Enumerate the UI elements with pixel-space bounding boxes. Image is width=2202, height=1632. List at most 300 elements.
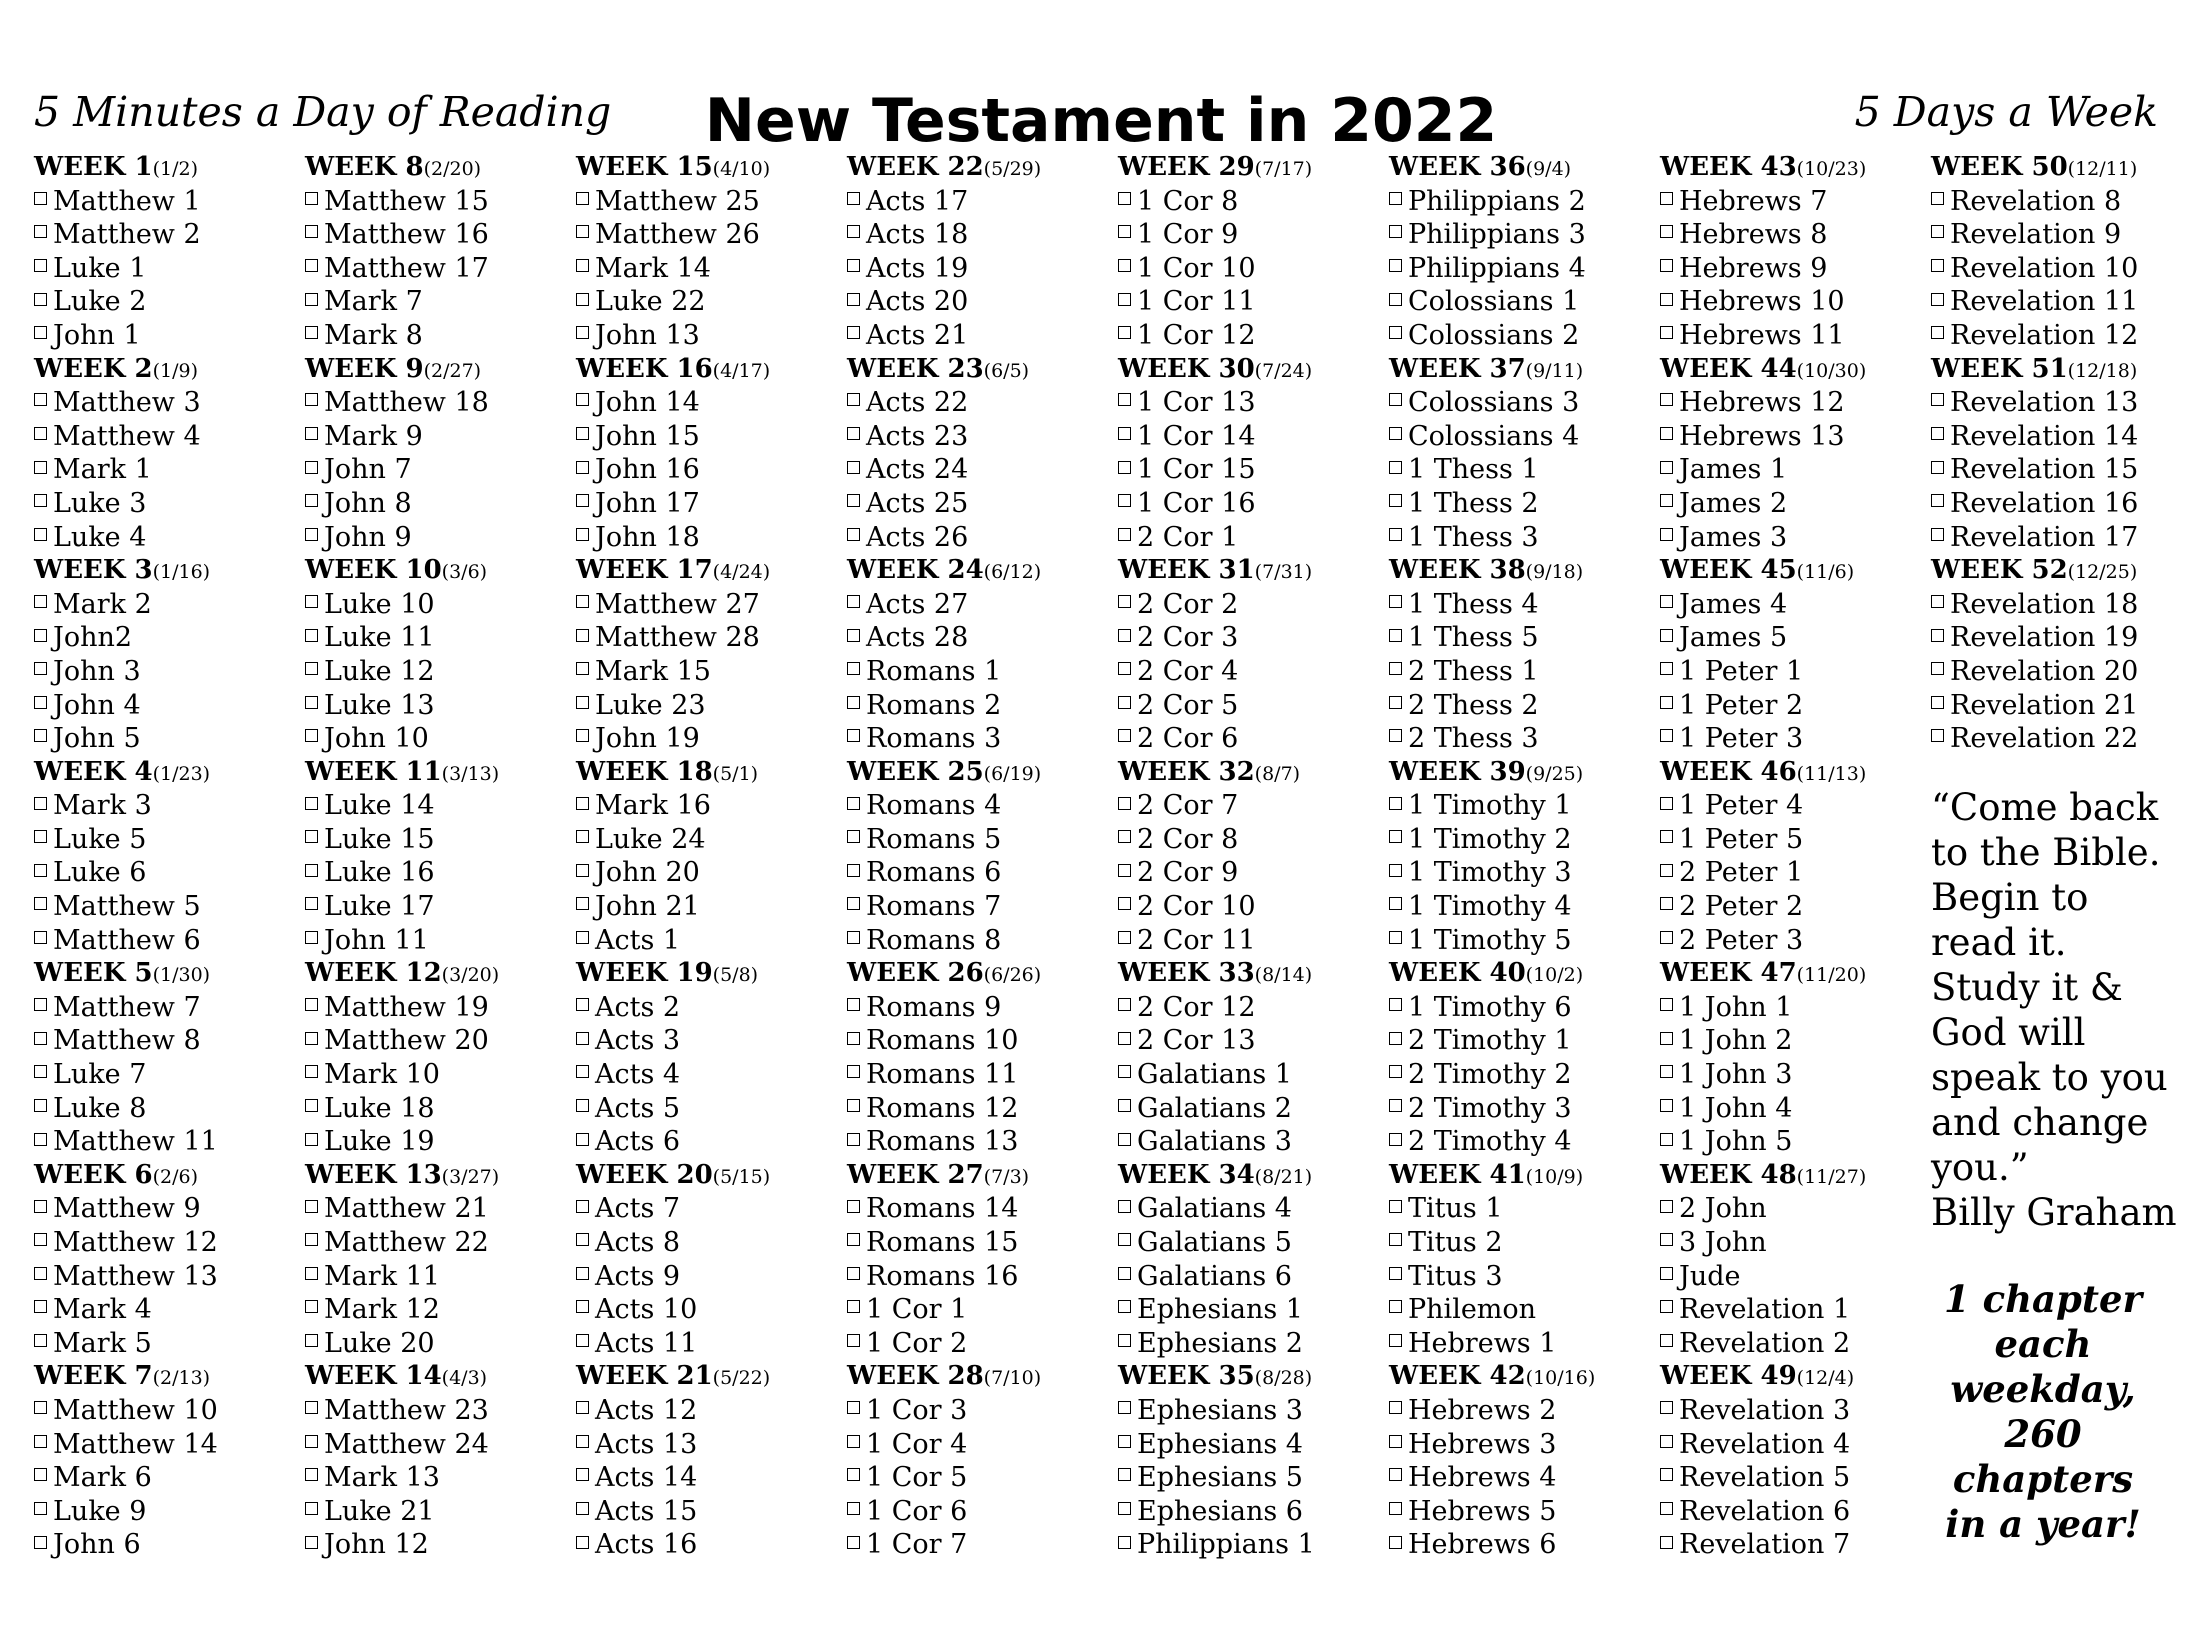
checkbox[interactable] bbox=[847, 225, 860, 238]
checkbox[interactable] bbox=[34, 1468, 47, 1481]
reading-item[interactable] bbox=[34, 856, 305, 890]
reading-item[interactable] bbox=[1660, 218, 1931, 252]
reading-item[interactable] bbox=[1118, 722, 1389, 756]
checkbox[interactable] bbox=[1660, 461, 1673, 474]
checkbox[interactable] bbox=[305, 1401, 318, 1414]
reading-item[interactable] bbox=[1660, 588, 1931, 622]
checkbox[interactable] bbox=[305, 494, 318, 507]
reading-item[interactable] bbox=[34, 521, 305, 555]
reading-item[interactable] bbox=[1118, 789, 1389, 823]
reading-item[interactable] bbox=[1118, 1058, 1389, 1092]
reading-item[interactable] bbox=[847, 487, 1118, 521]
checkbox[interactable] bbox=[576, 225, 589, 238]
reading-item[interactable] bbox=[1118, 521, 1389, 555]
checkbox[interactable] bbox=[34, 326, 47, 339]
reading-item[interactable] bbox=[576, 252, 847, 286]
checkbox[interactable] bbox=[34, 897, 47, 910]
checkbox[interactable] bbox=[34, 259, 47, 272]
checkbox[interactable] bbox=[34, 1401, 47, 1414]
reading-item[interactable] bbox=[1660, 856, 1931, 890]
checkbox[interactable] bbox=[305, 259, 318, 272]
reading-item[interactable] bbox=[1389, 1495, 1660, 1529]
reading-item[interactable] bbox=[305, 420, 576, 454]
checkbox[interactable] bbox=[1931, 528, 1944, 541]
checkbox[interactable] bbox=[34, 393, 47, 406]
checkbox[interactable] bbox=[34, 1065, 47, 1078]
reading-item[interactable] bbox=[1660, 1092, 1931, 1126]
reading-item[interactable] bbox=[847, 924, 1118, 958]
reading-item[interactable] bbox=[305, 689, 576, 723]
reading-item[interactable] bbox=[576, 521, 847, 555]
checkbox[interactable] bbox=[576, 1401, 589, 1414]
reading-item[interactable] bbox=[576, 1495, 847, 1529]
checkbox[interactable] bbox=[1118, 393, 1131, 406]
reading-item[interactable] bbox=[1389, 521, 1660, 555]
reading-item[interactable] bbox=[847, 588, 1118, 622]
reading-item[interactable] bbox=[1389, 856, 1660, 890]
reading-item[interactable] bbox=[1118, 890, 1389, 924]
checkbox[interactable] bbox=[1389, 1200, 1402, 1213]
checkbox[interactable] bbox=[1118, 1435, 1131, 1448]
reading-item[interactable] bbox=[34, 1058, 305, 1092]
reading-item[interactable] bbox=[34, 588, 305, 622]
checkbox[interactable] bbox=[847, 259, 860, 272]
reading-item[interactable] bbox=[1389, 1293, 1660, 1327]
reading-item[interactable] bbox=[1660, 621, 1931, 655]
reading-item[interactable] bbox=[305, 655, 576, 689]
reading-item[interactable] bbox=[1931, 655, 2202, 689]
checkbox[interactable] bbox=[576, 1099, 589, 1112]
reading-item[interactable] bbox=[1118, 252, 1389, 286]
reading-item[interactable] bbox=[576, 1528, 847, 1562]
checkbox[interactable] bbox=[1931, 662, 1944, 675]
reading-item[interactable] bbox=[1118, 185, 1389, 219]
checkbox[interactable] bbox=[1118, 1300, 1131, 1313]
reading-item[interactable] bbox=[1389, 1226, 1660, 1260]
checkbox[interactable] bbox=[305, 662, 318, 675]
reading-item[interactable] bbox=[34, 655, 305, 689]
checkbox[interactable] bbox=[847, 1200, 860, 1213]
reading-item[interactable] bbox=[305, 823, 576, 857]
reading-item[interactable] bbox=[1660, 1428, 1931, 1462]
checkbox[interactable] bbox=[34, 1267, 47, 1280]
reading-item[interactable] bbox=[305, 1461, 576, 1495]
checkbox[interactable] bbox=[1389, 864, 1402, 877]
checkbox[interactable] bbox=[847, 427, 860, 440]
reading-item[interactable] bbox=[1389, 1327, 1660, 1361]
reading-item[interactable] bbox=[576, 588, 847, 622]
reading-item[interactable] bbox=[847, 319, 1118, 353]
checkbox[interactable] bbox=[1660, 1099, 1673, 1112]
reading-item[interactable] bbox=[1118, 1528, 1389, 1562]
reading-item[interactable] bbox=[1389, 252, 1660, 286]
reading-item[interactable] bbox=[1931, 689, 2202, 723]
reading-item[interactable] bbox=[847, 453, 1118, 487]
checkbox[interactable] bbox=[34, 595, 47, 608]
checkbox[interactable] bbox=[305, 864, 318, 877]
checkbox[interactable] bbox=[847, 1300, 860, 1313]
checkbox[interactable] bbox=[1931, 494, 1944, 507]
reading-item[interactable] bbox=[576, 1092, 847, 1126]
reading-item[interactable] bbox=[34, 285, 305, 319]
reading-item[interactable] bbox=[847, 890, 1118, 924]
reading-item[interactable] bbox=[305, 1327, 576, 1361]
checkbox[interactable] bbox=[34, 528, 47, 541]
reading-item[interactable] bbox=[34, 991, 305, 1025]
reading-item[interactable] bbox=[1389, 789, 1660, 823]
reading-item[interactable] bbox=[34, 1260, 305, 1294]
checkbox[interactable] bbox=[34, 225, 47, 238]
reading-item[interactable] bbox=[1660, 1327, 1931, 1361]
reading-item[interactable] bbox=[576, 487, 847, 521]
checkbox[interactable] bbox=[576, 192, 589, 205]
checkbox[interactable] bbox=[34, 494, 47, 507]
reading-item[interactable] bbox=[576, 991, 847, 1025]
checkbox[interactable] bbox=[1660, 427, 1673, 440]
checkbox[interactable] bbox=[1389, 1536, 1402, 1549]
checkbox[interactable] bbox=[576, 1300, 589, 1313]
checkbox[interactable] bbox=[576, 1536, 589, 1549]
checkbox[interactable] bbox=[1660, 629, 1673, 642]
checkbox[interactable] bbox=[1389, 797, 1402, 810]
reading-item[interactable] bbox=[576, 218, 847, 252]
checkbox[interactable] bbox=[1118, 629, 1131, 642]
reading-item[interactable] bbox=[1660, 1125, 1931, 1159]
reading-item[interactable] bbox=[1931, 420, 2202, 454]
checkbox[interactable] bbox=[34, 1233, 47, 1246]
checkbox[interactable] bbox=[847, 931, 860, 944]
checkbox[interactable] bbox=[576, 629, 589, 642]
checkbox[interactable] bbox=[847, 1536, 860, 1549]
checkbox[interactable] bbox=[1118, 259, 1131, 272]
checkbox[interactable] bbox=[1118, 528, 1131, 541]
checkbox[interactable] bbox=[34, 662, 47, 675]
checkbox[interactable] bbox=[34, 864, 47, 877]
checkbox[interactable] bbox=[1118, 192, 1131, 205]
checkbox[interactable] bbox=[576, 1032, 589, 1045]
checkbox[interactable] bbox=[305, 931, 318, 944]
checkbox[interactable] bbox=[1389, 1334, 1402, 1347]
checkbox[interactable] bbox=[1118, 797, 1131, 810]
checkbox[interactable] bbox=[1660, 225, 1673, 238]
reading-item[interactable] bbox=[305, 1495, 576, 1529]
checkbox[interactable] bbox=[34, 293, 47, 306]
reading-item[interactable] bbox=[1660, 1461, 1931, 1495]
reading-item[interactable] bbox=[34, 1226, 305, 1260]
reading-item[interactable] bbox=[576, 453, 847, 487]
checkbox[interactable] bbox=[847, 326, 860, 339]
checkbox[interactable] bbox=[847, 192, 860, 205]
reading-item[interactable] bbox=[1931, 386, 2202, 420]
checkbox[interactable] bbox=[1118, 998, 1131, 1011]
checkbox[interactable] bbox=[847, 629, 860, 642]
reading-item[interactable] bbox=[1389, 621, 1660, 655]
reading-item[interactable] bbox=[1118, 689, 1389, 723]
checkbox[interactable] bbox=[34, 192, 47, 205]
reading-item[interactable] bbox=[847, 420, 1118, 454]
reading-item[interactable] bbox=[34, 218, 305, 252]
checkbox[interactable] bbox=[1660, 393, 1673, 406]
checkbox[interactable] bbox=[1389, 528, 1402, 541]
checkbox[interactable] bbox=[847, 830, 860, 843]
reading-item[interactable] bbox=[305, 252, 576, 286]
reading-item[interactable] bbox=[34, 487, 305, 521]
checkbox[interactable] bbox=[1389, 326, 1402, 339]
checkbox[interactable] bbox=[1118, 1536, 1131, 1549]
checkbox[interactable] bbox=[1118, 1233, 1131, 1246]
checkbox[interactable] bbox=[576, 326, 589, 339]
checkbox[interactable] bbox=[576, 662, 589, 675]
reading-item[interactable] bbox=[1660, 890, 1931, 924]
reading-item[interactable] bbox=[1660, 1226, 1931, 1260]
checkbox[interactable] bbox=[1660, 1401, 1673, 1414]
checkbox[interactable] bbox=[847, 662, 860, 675]
checkbox[interactable] bbox=[1389, 998, 1402, 1011]
checkbox[interactable] bbox=[34, 830, 47, 843]
checkbox[interactable] bbox=[34, 797, 47, 810]
checkbox[interactable] bbox=[305, 461, 318, 474]
reading-item[interactable] bbox=[305, 386, 576, 420]
reading-item[interactable] bbox=[576, 1260, 847, 1294]
checkbox[interactable] bbox=[1660, 1334, 1673, 1347]
checkbox[interactable] bbox=[305, 1468, 318, 1481]
checkbox[interactable] bbox=[1118, 1032, 1131, 1045]
checkbox[interactable] bbox=[34, 1133, 47, 1146]
reading-item[interactable] bbox=[576, 655, 847, 689]
checkbox[interactable] bbox=[1118, 1065, 1131, 1078]
reading-item[interactable] bbox=[305, 319, 576, 353]
checkbox[interactable] bbox=[1118, 696, 1131, 709]
checkbox[interactable] bbox=[1660, 729, 1673, 742]
reading-item[interactable] bbox=[305, 924, 576, 958]
checkbox[interactable] bbox=[847, 1435, 860, 1448]
checkbox[interactable] bbox=[576, 1502, 589, 1515]
reading-item[interactable] bbox=[847, 722, 1118, 756]
reading-item[interactable] bbox=[34, 1461, 305, 1495]
checkbox[interactable] bbox=[1660, 830, 1673, 843]
checkbox[interactable] bbox=[1660, 259, 1673, 272]
reading-item[interactable] bbox=[34, 890, 305, 924]
checkbox[interactable] bbox=[1660, 662, 1673, 675]
checkbox[interactable] bbox=[305, 1032, 318, 1045]
checkbox[interactable] bbox=[847, 528, 860, 541]
reading-item[interactable] bbox=[305, 1192, 576, 1226]
checkbox[interactable] bbox=[1931, 696, 1944, 709]
checkbox[interactable] bbox=[305, 897, 318, 910]
reading-item[interactable] bbox=[305, 185, 576, 219]
reading-item[interactable] bbox=[847, 252, 1118, 286]
checkbox[interactable] bbox=[1660, 528, 1673, 541]
reading-item[interactable] bbox=[1660, 487, 1931, 521]
checkbox[interactable] bbox=[1389, 225, 1402, 238]
reading-item[interactable] bbox=[576, 856, 847, 890]
checkbox[interactable] bbox=[1389, 931, 1402, 944]
reading-item[interactable] bbox=[847, 1092, 1118, 1126]
checkbox[interactable] bbox=[305, 797, 318, 810]
reading-item[interactable] bbox=[576, 1226, 847, 1260]
reading-item[interactable] bbox=[1931, 319, 2202, 353]
reading-item[interactable] bbox=[1118, 655, 1389, 689]
reading-item[interactable] bbox=[1389, 319, 1660, 353]
reading-item[interactable] bbox=[576, 1024, 847, 1058]
checkbox[interactable] bbox=[1660, 1065, 1673, 1078]
reading-item[interactable] bbox=[847, 1260, 1118, 1294]
reading-item[interactable] bbox=[576, 1428, 847, 1462]
reading-item[interactable] bbox=[847, 285, 1118, 319]
reading-item[interactable] bbox=[576, 1125, 847, 1159]
reading-item[interactable] bbox=[305, 487, 576, 521]
reading-item[interactable] bbox=[576, 823, 847, 857]
checkbox[interactable] bbox=[847, 494, 860, 507]
reading-item[interactable] bbox=[305, 1058, 576, 1092]
checkbox[interactable] bbox=[1660, 931, 1673, 944]
checkbox[interactable] bbox=[34, 1300, 47, 1313]
checkbox[interactable] bbox=[576, 393, 589, 406]
checkbox[interactable] bbox=[1931, 393, 1944, 406]
reading-item[interactable] bbox=[1931, 453, 2202, 487]
reading-item[interactable] bbox=[1389, 1428, 1660, 1462]
checkbox[interactable] bbox=[305, 830, 318, 843]
checkbox[interactable] bbox=[847, 1502, 860, 1515]
checkbox[interactable] bbox=[34, 1200, 47, 1213]
reading-item[interactable] bbox=[305, 890, 576, 924]
reading-item[interactable] bbox=[1118, 1461, 1389, 1495]
reading-item[interactable] bbox=[305, 1024, 576, 1058]
checkbox[interactable] bbox=[1118, 1334, 1131, 1347]
checkbox[interactable] bbox=[1389, 662, 1402, 675]
reading-item[interactable] bbox=[847, 521, 1118, 555]
reading-item[interactable] bbox=[305, 588, 576, 622]
checkbox[interactable] bbox=[34, 427, 47, 440]
checkbox[interactable] bbox=[576, 259, 589, 272]
checkbox[interactable] bbox=[576, 1267, 589, 1280]
checkbox[interactable] bbox=[305, 293, 318, 306]
checkbox[interactable] bbox=[1660, 1133, 1673, 1146]
reading-item[interactable] bbox=[1660, 453, 1931, 487]
checkbox[interactable] bbox=[1660, 192, 1673, 205]
reading-item[interactable] bbox=[1389, 285, 1660, 319]
reading-item[interactable] bbox=[34, 689, 305, 723]
checkbox[interactable] bbox=[1660, 1300, 1673, 1313]
checkbox[interactable] bbox=[1660, 595, 1673, 608]
reading-item[interactable] bbox=[1931, 252, 2202, 286]
reading-item[interactable] bbox=[34, 1125, 305, 1159]
checkbox[interactable] bbox=[576, 1200, 589, 1213]
reading-item[interactable] bbox=[34, 1495, 305, 1529]
checkbox[interactable] bbox=[1931, 461, 1944, 474]
checkbox[interactable] bbox=[1931, 259, 1944, 272]
reading-item[interactable] bbox=[1389, 386, 1660, 420]
checkbox[interactable] bbox=[1931, 629, 1944, 642]
reading-item[interactable] bbox=[1389, 655, 1660, 689]
reading-item[interactable] bbox=[34, 386, 305, 420]
reading-item[interactable] bbox=[847, 1293, 1118, 1327]
checkbox[interactable] bbox=[1660, 293, 1673, 306]
checkbox[interactable] bbox=[34, 998, 47, 1011]
reading-item[interactable] bbox=[34, 1192, 305, 1226]
reading-item[interactable] bbox=[1660, 420, 1931, 454]
checkbox[interactable] bbox=[305, 528, 318, 541]
checkbox[interactable] bbox=[1118, 897, 1131, 910]
checkbox[interactable] bbox=[1660, 1233, 1673, 1246]
checkbox[interactable] bbox=[1389, 1065, 1402, 1078]
checkbox[interactable] bbox=[1118, 1133, 1131, 1146]
reading-item[interactable] bbox=[847, 185, 1118, 219]
checkbox[interactable] bbox=[1389, 595, 1402, 608]
reading-item[interactable] bbox=[1389, 722, 1660, 756]
reading-item[interactable] bbox=[1118, 487, 1389, 521]
checkbox[interactable] bbox=[305, 729, 318, 742]
checkbox[interactable] bbox=[576, 931, 589, 944]
checkbox[interactable] bbox=[1118, 1468, 1131, 1481]
reading-item[interactable] bbox=[34, 823, 305, 857]
checkbox[interactable] bbox=[1389, 1300, 1402, 1313]
checkbox[interactable] bbox=[1389, 192, 1402, 205]
checkbox[interactable] bbox=[576, 864, 589, 877]
checkbox[interactable] bbox=[576, 1435, 589, 1448]
reading-item[interactable] bbox=[1118, 453, 1389, 487]
checkbox[interactable] bbox=[576, 1233, 589, 1246]
checkbox[interactable] bbox=[305, 629, 318, 642]
checkbox[interactable] bbox=[1931, 293, 1944, 306]
reading-item[interactable] bbox=[576, 621, 847, 655]
reading-item[interactable] bbox=[305, 1125, 576, 1159]
checkbox[interactable] bbox=[1660, 797, 1673, 810]
reading-item[interactable] bbox=[1118, 924, 1389, 958]
reading-item[interactable] bbox=[1389, 991, 1660, 1025]
reading-item[interactable] bbox=[34, 1394, 305, 1428]
checkbox[interactable] bbox=[1118, 1099, 1131, 1112]
checkbox[interactable] bbox=[305, 192, 318, 205]
checkbox[interactable] bbox=[847, 696, 860, 709]
checkbox[interactable] bbox=[576, 293, 589, 306]
checkbox[interactable] bbox=[1660, 897, 1673, 910]
checkbox[interactable] bbox=[34, 1099, 47, 1112]
checkbox[interactable] bbox=[34, 729, 47, 742]
reading-item[interactable] bbox=[305, 218, 576, 252]
reading-item[interactable] bbox=[1389, 1528, 1660, 1562]
reading-item[interactable] bbox=[576, 1293, 847, 1327]
checkbox[interactable] bbox=[1118, 864, 1131, 877]
checkbox[interactable] bbox=[305, 998, 318, 1011]
checkbox[interactable] bbox=[1660, 1435, 1673, 1448]
checkbox[interactable] bbox=[1660, 1267, 1673, 1280]
checkbox[interactable] bbox=[34, 696, 47, 709]
checkbox[interactable] bbox=[847, 393, 860, 406]
checkbox[interactable] bbox=[1660, 998, 1673, 1011]
checkbox[interactable] bbox=[847, 1032, 860, 1045]
reading-item[interactable] bbox=[576, 722, 847, 756]
reading-item[interactable] bbox=[1660, 1528, 1931, 1562]
reading-item[interactable] bbox=[1660, 285, 1931, 319]
checkbox[interactable] bbox=[847, 897, 860, 910]
checkbox[interactable] bbox=[1118, 1502, 1131, 1515]
reading-item[interactable] bbox=[34, 1428, 305, 1462]
reading-item[interactable] bbox=[34, 453, 305, 487]
reading-item[interactable] bbox=[576, 890, 847, 924]
reading-item[interactable] bbox=[34, 621, 305, 655]
checkbox[interactable] bbox=[305, 1065, 318, 1078]
checkbox[interactable] bbox=[1660, 1032, 1673, 1045]
checkbox[interactable] bbox=[576, 998, 589, 1011]
checkbox[interactable] bbox=[1389, 729, 1402, 742]
checkbox[interactable] bbox=[1118, 1267, 1131, 1280]
reading-item[interactable] bbox=[576, 1192, 847, 1226]
reading-item[interactable] bbox=[34, 722, 305, 756]
reading-item[interactable] bbox=[847, 991, 1118, 1025]
checkbox[interactable] bbox=[34, 1334, 47, 1347]
checkbox[interactable] bbox=[1389, 1502, 1402, 1515]
